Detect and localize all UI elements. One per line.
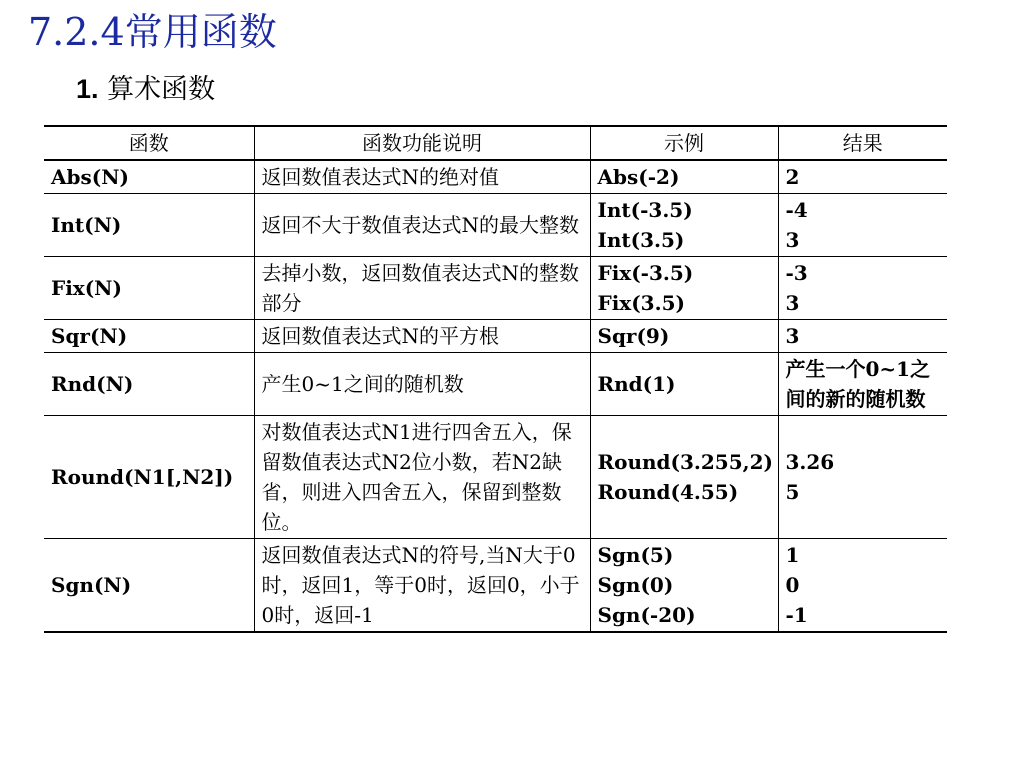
result-line: 3.26 — [785, 450, 835, 474]
table-header-row — [44, 126, 947, 160]
example-cell — [590, 257, 778, 320]
result-line: -4 — [785, 198, 808, 222]
section-number: 1. — [76, 74, 99, 104]
function-description: 产生0~1之间的随机数 — [254, 353, 590, 416]
result-cell — [778, 539, 947, 633]
result-line: 5 — [785, 480, 800, 504]
function-name: Abs(N) — [44, 160, 254, 194]
example-line: Sgn(-20) — [597, 603, 696, 627]
result-line: -1 — [785, 603, 808, 627]
result-line: 3 — [785, 324, 800, 348]
example-cell — [590, 353, 778, 416]
function-name: Round(N1[,N2]) — [44, 416, 254, 539]
example-line: Int(3.5) — [597, 228, 685, 252]
function-name: Int(N) — [44, 194, 254, 257]
example-line: Sqr(9) — [597, 324, 670, 348]
result-cell: 产生一个0~1之间的新的随机数 — [778, 353, 947, 416]
header-function: 函数 — [44, 126, 254, 160]
section-label: 算术函数 — [107, 74, 216, 105]
table-row — [44, 194, 947, 257]
example-cell — [590, 194, 778, 257]
example-line: Int(-3.5) — [597, 198, 693, 222]
function-description: 返回数值表达式N的平方根 — [254, 320, 590, 353]
example-cell — [590, 416, 778, 539]
function-description: 去掉小数，返回数值表达式N的整数部分 — [254, 257, 590, 320]
function-description: 返回数值表达式N的绝对值 — [254, 160, 590, 194]
result-cell — [778, 257, 947, 320]
function-description: 返回数值表达式N的符号,当N大于0时，返回1，等于0时，返回0，小于0时，返回-1 — [254, 539, 590, 633]
result-cell — [778, 416, 947, 539]
table-row — [44, 416, 947, 539]
function-description: 返回不大于数值表达式N的最大整数 — [254, 194, 590, 257]
header-result: 结果 — [778, 126, 947, 160]
example-line: Sgn(5) — [597, 543, 674, 567]
example-line: Fix(3.5) — [597, 291, 685, 315]
function-name: Fix(N) — [44, 257, 254, 320]
example-cell — [590, 160, 778, 194]
header-description: 函数功能说明 — [254, 126, 590, 160]
table-row — [44, 257, 947, 320]
result-line: 1 — [785, 543, 800, 567]
table-row — [44, 160, 947, 194]
result-line: 3 — [785, 228, 800, 252]
function-name: Sqr(N) — [44, 320, 254, 353]
example-line: Abs(-2) — [597, 165, 680, 189]
result-cell — [778, 160, 947, 194]
example-cell — [590, 320, 778, 353]
functions-table — [44, 125, 947, 633]
header-example: 示例 — [590, 126, 778, 160]
result-cell — [778, 194, 947, 257]
table-row — [44, 539, 947, 633]
result-line: -3 — [785, 261, 808, 285]
result-cell — [778, 320, 947, 353]
table-row — [44, 353, 947, 416]
example-line: Rnd(1) — [597, 372, 676, 396]
example-line: Round(3.255,2) — [597, 450, 773, 474]
example-line: Round(4.55) — [597, 480, 739, 504]
result-line: 3 — [785, 291, 800, 315]
function-description: 对数值表达式N1进行四舍五入，保留数值表达式N2位小数，若N2缺省，则进入四舍五入，保留到整数位。 — [254, 416, 590, 539]
function-name: Rnd(N) — [44, 353, 254, 416]
result-line: 2 — [785, 165, 800, 189]
result-line: 0 — [785, 573, 800, 597]
section-heading — [76, 70, 215, 109]
example-line: Fix(-3.5) — [597, 261, 694, 285]
table-row — [44, 320, 947, 353]
function-name: Sgn(N) — [44, 539, 254, 633]
slide-title: 7.2.4常用函数 — [28, 10, 277, 54]
example-line: Sgn(0) — [597, 573, 674, 597]
example-cell — [590, 539, 778, 633]
